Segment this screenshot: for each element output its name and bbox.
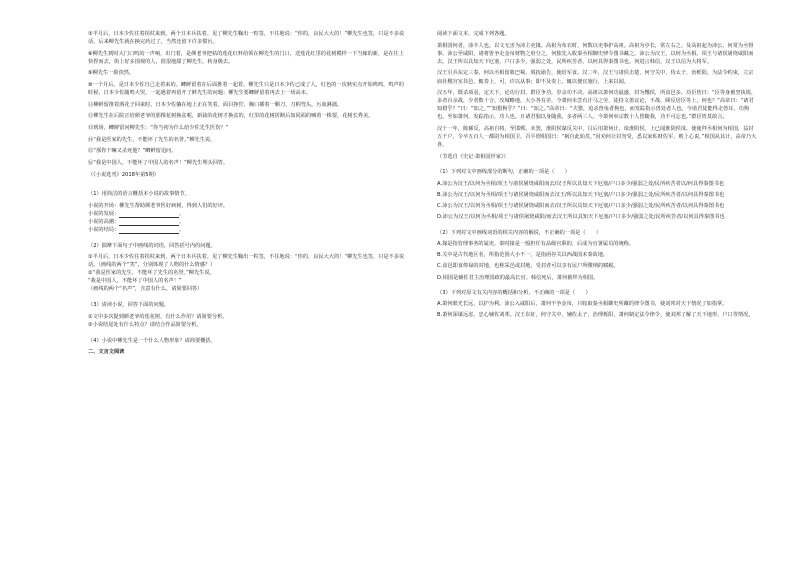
story-paragraph: ⑮“那你干嘛又杀死他？”鲫鲜留追问。 (88, 148, 177, 155)
story-paragraph: ⑨柳先生一脸淡然。 (88, 70, 135, 77)
question-4-stem: （4）小说中柳先生是一个什么人物形象？请简要概括。 (88, 337, 216, 344)
left-column (88, 30, 408, 359)
classical-paragraph: 汉王引兵东定三秦，何以丞相留收巴蜀，填抚谕告，使给军食。汉二年，汉王与诸侯击楚，何守关中，侍太子，治栎阳。为法令约束，立宗庙社稷宫室县邑，辄奏上，可，许以从事；即不及奏上，辄以便宜施行，上来以闻。 (437, 70, 754, 85)
option-a[interactable]: A.萧何眼光长远，以护为利。沛公入咸阳后，萧何不争金帛，只收取秦丞相御史所藏的律令图书，使刘邦对天下情况了如指掌。 (437, 301, 728, 308)
option-a[interactable]: A.掾是指管理事务的属吏。秦时掾是一般担任有品级官职的，后成为官署属员的统称。 (437, 240, 635, 247)
question-2-line: ②“我是医家的先生，不能坏了先生的名誉。”柳先生说。 (88, 270, 215, 277)
right-column (437, 30, 757, 323)
mc-question-1-stem: （1）下列对文中画线部分的断句，正确的一项是（ ） (437, 169, 570, 176)
reading-intro: 阅读下面文本，完成下列各题。 (437, 31, 510, 37)
mc-question-2 (437, 229, 757, 282)
answer-blank[interactable] (119, 228, 179, 234)
question-2-line: ①半月后，日本少佐往着拐杖来到，两个日本兵扶着。见了柳先生鞠出一粒签，不往地说：“你的，良民大大的！”柳先生也签，只是不多说话。（画线的两个“笑”，分别体现了人物的什么情感？） (88, 254, 405, 269)
option-b[interactable]: B.沛公为汉王/以何为丞相/项王与诸侯屠烧咸阳而去汉王/所以具知天下厄塞/户口多少/强弱之处/民所疾苦者/以何具得秦图书也 (437, 191, 725, 198)
option-b[interactable]: B.关中是古代地区名，所指范围大小不一，是指函谷关以西战国末秦故地。 (437, 252, 609, 259)
question-2-stem: （2）揣摩下面句子中画线的词语，回答括号内的问题。 (88, 242, 216, 249)
option-c[interactable]: C.食邑即食俸禄的封地，也称采邑或封地，受封者可以享有民户所缴纳的赋税。 (437, 263, 619, 270)
story-paragraph: ⑭“我是医家的先生，不能坏了先生的名誉。”柳先生说。 (88, 136, 216, 143)
option-a[interactable]: A.沛公为汉王/以何为丞相/项王与诸侯屠烧咸阳而去/汉王所以具知天下厄塞/户口多少/强弱之处/民所疾苦者以/何具得秦图书也 (437, 180, 725, 187)
question-1-line: 小说的高潮： 。 (88, 218, 185, 225)
question-1 (88, 190, 408, 234)
option-d[interactable]: D.相国是辅佐君主治理国政的最高长官。韩信死后，萧何被拜为相国。 (437, 274, 599, 281)
question-3-line: ②小说结尾处有什么特点？请结合作品简要分析。 (88, 321, 202, 328)
story-paragraph: ⑧柳先生到时大门口鸣的一声响，出门着，是颜老爷把枯的莲花红杯给领在柳先生的门口，送莲花红里的花树模样一下当嫁的新，是在往上快捏而去，街上好多围观的人，很很地甜了柳先生，转身极去。 (88, 50, 404, 65)
question-3-line: ①文中多次提到颜老爷的莲花树，有什么作用？请简要分析。 (88, 313, 228, 320)
option-b[interactable]: B.萧何深谋远虑，忠心辅佐刘邦。汉王东征，何守关中，辅佐太子，治理栎阳，萧何制定法令律令，使刘邦了解了天下地形、户口等情况。 (437, 312, 754, 319)
mc-question-2-stem: （2）下列对文中画线词语的相关内容的解说，不正确的一项是（ ） (437, 229, 602, 236)
mc-question-3-stem: （3）下列对原文有关内容的概括和分析，不正确的一项是（ ） (437, 289, 591, 296)
option-d[interactable]: D.沛公为汉王/以何为丞相/项王与诸侯屠烧咸阳/而去汉王所以具知天下厄塞/户口多少/强弱之处/民所疾苦者/以何具得秦图书也 (437, 214, 725, 221)
mc-question-3 (437, 289, 757, 320)
question-2-line: （画线的两个“名声”，含意有什么，请简要回答） (88, 286, 203, 293)
classical-paragraph: 汉五年，既杀项羽，定天下，论功行封。群臣争功，岁余功不决。高祖以萧何功最盛，封为酂侯，所食邑多。功臣皆曰：“臣等身被坚执锐，多者百余战，少者数十合，攻城略地，大小各有差。今萧何未尝有汗马之劳，徒持文墨议论，不战，顾反居臣等上，何也？”高帝曰：“诸君知猎乎？”曰：“知之。”“知猎狗乎？”曰：“知之。”高帝曰：“夫猎，追杀兽兔者狗也，而发踪指示兽处者人也。今诸君徒能得走兽耳，功狗也。至如萧何，发踪指示，功人也。且诸君独以身随我，多者两三人。今萧何举宗数十人皆随我，功不可忘也。”群臣皆莫敢言。 (437, 90, 757, 121)
classical-paragraph: 萧相国何者，沛丰人也。以文无害为沛主吏掾。高祖为布衣时，何数以吏事护高祖。高祖为亭长，常左右之。及高祖起为沛公，何常为丞督事。沛公至咸阳，诸将皆争走金帛财物之府分之，何独先入收秦丞相御史律令图书藏之。沛公为汉王，以何为丞相。项王与诸侯屠烧咸阳而去。汉王所以具知天下厄塞，户口多少，强弱之处，民所疾苦者，以何具得秦图书也。何进言韩信，汉王以信为大将军。 (437, 42, 754, 65)
question-3-stem: （3）请读小说，回答下面的问题。 (88, 302, 170, 309)
story-paragraph: ⑦半月后，日本少佐往着拐杖来到，两个日本兵扶着。见了柳先生鞠出一粒签，不往地说：“你的，良民大大的！”柳先生也签，只是不多说话。后来柳先生就在换完药过了，当然还留下许多惯污。 (88, 31, 405, 46)
question-3 (88, 301, 408, 328)
mc-question-1 (437, 168, 757, 221)
question-1-line: 小说的结局： 。 (88, 226, 185, 233)
answer-blank[interactable] (119, 212, 179, 218)
story-paragraph: ⑩一个月后，是日本少佐自己走着来的。鲫鲜留着在后面推着一起着。柳先生只是日本少佐已成了人，红色的一次秋实点开始鸣鸣，鸣声的时候，日本少佐随鸣大哭，一起遇着再留开了鲜先生的问题；柳先生要鲫鲜留着再去上一场高未。 (88, 82, 404, 97)
story-source: （《小说选刊》2018年第5期） (88, 171, 159, 178)
classical-source: （节选自《史记·萧相国世家》） (437, 153, 509, 160)
question-1-line: 小说的开场：柳先生帮助颜老爷医好病树，得到人们的好评。 (88, 202, 229, 209)
story-paragraph: ⑫柳先生在后院正给颜老爷的那棵花树换盆呢，新栽的花树才换盆的，红里的花树折断后如同面的喊着一株要，花树长秀美。 (88, 113, 374, 120)
section-heading: 二、文言文阅读 (88, 349, 125, 356)
question-1-stem: （1）用简洁的语言概括本小说的故事情节。 (88, 191, 190, 198)
question-2 (88, 242, 408, 294)
story-paragraph: ⑪柳鲜留推着酒花子回来时，日本少佐躺在地上正在笑着，面目挣狞，胸口插着一颗刀，刀柄弯头，污血淋漓。 (88, 101, 343, 108)
story-paragraph: ⑯“我是中国人，不能坏了中国人的名声！”柳先生埋头回答。 (88, 160, 229, 167)
story-paragraph: ⑬到场，鲫鲜留问柳先生：“你当初为什么给少佐先生医伤？” (88, 125, 229, 132)
story-passage (88, 30, 408, 167)
classical-paragraph: 汉十一年，陈豨反，高祖自将，至邯郸。未罢，淮阴侯谋反关中，吕后用萧何计，诛淮阴侯。上已闻淮阴侯诛，使使拜丞相何为相国，益封五千户，令卒五百人一都尉为相国卫。召平谓相国曰：“祸自此始矣。”因劝何让封勿受，悉以家私财佐军，则上心说。”相国从其计，高帝乃大喜。 (437, 126, 757, 149)
answer-blank[interactable] (119, 220, 179, 226)
question-2-line: “我是中国人，不能坏了中国人的名声！” (88, 278, 182, 285)
question-1-line: 小说的发展： 。 (88, 210, 185, 217)
option-c[interactable]: C.沛公为汉王/以何为丞相/项王与诸侯屠烧咸阳而去/汉王所以具知天下厄塞/户口多少/强弱之处/民所疾苦者/以何具得秦图书也 (437, 203, 725, 210)
